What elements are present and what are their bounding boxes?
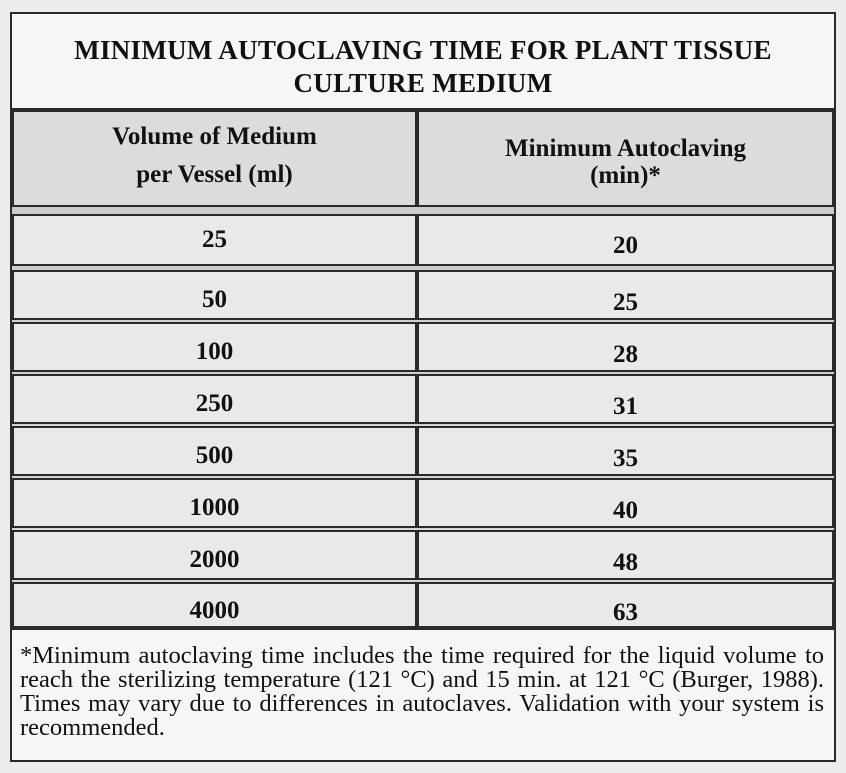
autoclave-table <box>10 12 836 762</box>
table-cell-volume: 50 <box>12 270 417 320</box>
table-cell-time: 20 <box>417 214 834 266</box>
table-cell-time: 48 <box>417 530 834 580</box>
table-cell-volume: 4000 <box>12 582 417 628</box>
table-cell-volume: 250 <box>12 374 417 424</box>
table-footnote: *Minimum autoclaving time includes the time required for the liquid volume to reach the sterilizing temperature (121 °C) and 15 min. at 121 °C (Burger, 1988). Times may vary due to differences in autoclaves. Validation with your system is recommended. <box>12 628 834 760</box>
column-header-volume-line-2: per Vessel (ml) <box>136 160 293 188</box>
column-header-time-line-1: Minimum Autoclaving <box>505 134 746 162</box>
table-cell-time: 31 <box>417 374 834 424</box>
column-header-time-line-2: (min)* <box>590 161 661 189</box>
table-cell-time: 25 <box>417 270 834 320</box>
table-cell-time: 40 <box>417 478 834 528</box>
column-header-time <box>417 110 834 207</box>
table-cell-volume: 100 <box>12 322 417 372</box>
table-body <box>12 110 834 628</box>
table-cell-time: 63 <box>417 582 834 628</box>
column-header-volume-line-1: Volume of Medium <box>112 122 317 150</box>
column-header-volume <box>12 110 417 207</box>
title-line-2: CULTURE MEDIUM <box>293 68 553 98</box>
table-cell-volume: 1000 <box>12 478 417 528</box>
table-cell-volume: 25 <box>12 214 417 266</box>
title-line-1: MINIMUM AUTOCLAVING TIME FOR PLANT TISSUE <box>74 35 772 65</box>
table-cell-volume: 500 <box>12 426 417 476</box>
table-cell-time: 28 <box>417 322 834 372</box>
table-cell-time: 35 <box>417 426 834 476</box>
table-cell-volume: 2000 <box>12 530 417 580</box>
table-title <box>12 14 834 110</box>
